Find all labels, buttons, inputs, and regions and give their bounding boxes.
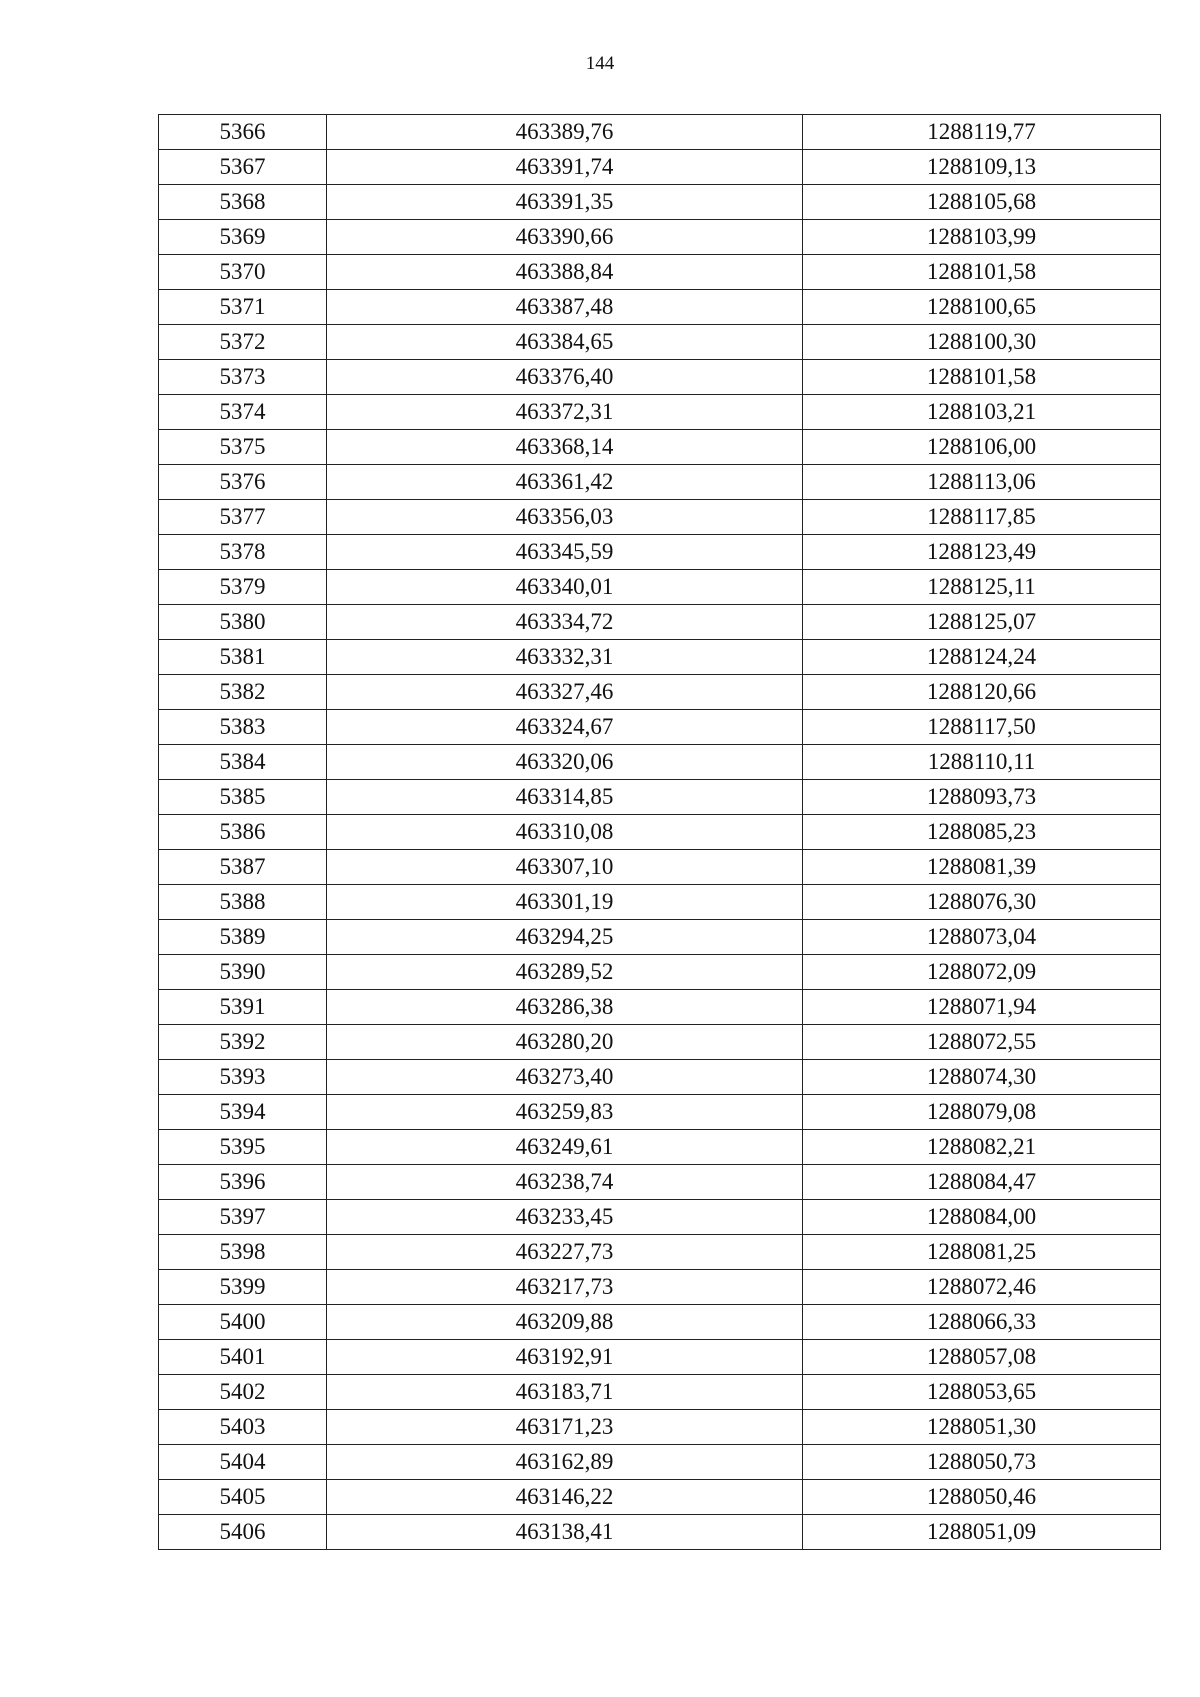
table-row — [159, 1515, 1161, 1550]
y-coordinate-cell: 1288103,99 — [803, 220, 1161, 255]
point-number-cell: 5386 — [159, 815, 327, 850]
x-coordinate-cell: 463388,84 — [327, 255, 803, 290]
x-coordinate-cell: 463286,38 — [327, 990, 803, 1025]
table-row — [159, 500, 1161, 535]
point-number-cell: 5406 — [159, 1515, 327, 1550]
y-coordinate-cell: 1288093,73 — [803, 780, 1161, 815]
table-row — [159, 1025, 1161, 1060]
point-number-cell: 5369 — [159, 220, 327, 255]
point-number-cell: 5371 — [159, 290, 327, 325]
table-row — [159, 535, 1161, 570]
y-coordinate-cell: 1288117,50 — [803, 710, 1161, 745]
y-coordinate-cell: 1288050,46 — [803, 1480, 1161, 1515]
y-coordinate-cell: 1288106,00 — [803, 430, 1161, 465]
table-row — [159, 220, 1161, 255]
point-number-cell: 5388 — [159, 885, 327, 920]
y-coordinate-cell: 1288066,33 — [803, 1305, 1161, 1340]
table-row — [159, 1340, 1161, 1375]
point-number-cell: 5402 — [159, 1375, 327, 1410]
y-coordinate-cell: 1288081,25 — [803, 1235, 1161, 1270]
table-row — [159, 150, 1161, 185]
x-coordinate-cell: 463387,48 — [327, 290, 803, 325]
y-coordinate-cell: 1288084,47 — [803, 1165, 1161, 1200]
x-coordinate-cell: 463368,14 — [327, 430, 803, 465]
y-coordinate-cell: 1288072,46 — [803, 1270, 1161, 1305]
page-number: 144 — [585, 53, 615, 74]
y-coordinate-cell: 1288084,00 — [803, 1200, 1161, 1235]
point-number-cell: 5403 — [159, 1410, 327, 1445]
point-number-cell: 5378 — [159, 535, 327, 570]
point-number-cell: 5405 — [159, 1480, 327, 1515]
point-number-cell: 5381 — [159, 640, 327, 675]
table-row — [159, 1060, 1161, 1095]
y-coordinate-cell: 1288085,23 — [803, 815, 1161, 850]
point-number-cell: 5398 — [159, 1235, 327, 1270]
y-coordinate-cell: 1288072,09 — [803, 955, 1161, 990]
point-number-cell: 5383 — [159, 710, 327, 745]
y-coordinate-cell: 1288074,30 — [803, 1060, 1161, 1095]
point-number-cell: 5391 — [159, 990, 327, 1025]
x-coordinate-cell: 463162,89 — [327, 1445, 803, 1480]
table-row — [159, 1305, 1161, 1340]
point-number-cell: 5401 — [159, 1340, 327, 1375]
table-row — [159, 1410, 1161, 1445]
table-row — [159, 605, 1161, 640]
point-number-cell: 5392 — [159, 1025, 327, 1060]
point-number-cell: 5382 — [159, 675, 327, 710]
point-number-cell: 5374 — [159, 395, 327, 430]
y-coordinate-cell: 1288109,13 — [803, 150, 1161, 185]
y-coordinate-cell: 1288076,30 — [803, 885, 1161, 920]
y-coordinate-cell: 1288103,21 — [803, 395, 1161, 430]
x-coordinate-cell: 463320,06 — [327, 745, 803, 780]
point-number-cell: 5379 — [159, 570, 327, 605]
table-row — [159, 955, 1161, 990]
table-row — [159, 710, 1161, 745]
coordinates-table — [158, 114, 1161, 1550]
point-number-cell: 5368 — [159, 185, 327, 220]
y-coordinate-cell: 1288100,65 — [803, 290, 1161, 325]
point-number-cell: 5376 — [159, 465, 327, 500]
y-coordinate-cell: 1288119,77 — [803, 115, 1161, 150]
x-coordinate-cell: 463307,10 — [327, 850, 803, 885]
table-row — [159, 1480, 1161, 1515]
point-number-cell: 5373 — [159, 360, 327, 395]
y-coordinate-cell: 1288071,94 — [803, 990, 1161, 1025]
table-row — [159, 815, 1161, 850]
x-coordinate-cell: 463324,67 — [327, 710, 803, 745]
point-number-cell: 5367 — [159, 150, 327, 185]
point-number-cell: 5394 — [159, 1095, 327, 1130]
y-coordinate-cell: 1288123,49 — [803, 535, 1161, 570]
x-coordinate-cell: 463301,19 — [327, 885, 803, 920]
y-coordinate-cell: 1288051,30 — [803, 1410, 1161, 1445]
table-row — [159, 885, 1161, 920]
x-coordinate-cell: 463138,41 — [327, 1515, 803, 1550]
coordinates-table-body — [159, 115, 1161, 1550]
table-row — [159, 920, 1161, 955]
table-row — [159, 1165, 1161, 1200]
y-coordinate-cell: 1288050,73 — [803, 1445, 1161, 1480]
x-coordinate-cell: 463280,20 — [327, 1025, 803, 1060]
y-coordinate-cell: 1288120,66 — [803, 675, 1161, 710]
y-coordinate-cell: 1288079,08 — [803, 1095, 1161, 1130]
point-number-cell: 5372 — [159, 325, 327, 360]
point-number-cell: 5387 — [159, 850, 327, 885]
x-coordinate-cell: 463390,66 — [327, 220, 803, 255]
x-coordinate-cell: 463389,76 — [327, 115, 803, 150]
table-row — [159, 1375, 1161, 1410]
table-row — [159, 465, 1161, 500]
table-row — [159, 360, 1161, 395]
point-number-cell: 5396 — [159, 1165, 327, 1200]
x-coordinate-cell: 463334,72 — [327, 605, 803, 640]
point-number-cell: 5380 — [159, 605, 327, 640]
x-coordinate-cell: 463376,40 — [327, 360, 803, 395]
table-row — [159, 850, 1161, 885]
table-row — [159, 115, 1161, 150]
table-row — [159, 1095, 1161, 1130]
point-number-cell: 5385 — [159, 780, 327, 815]
x-coordinate-cell: 463183,71 — [327, 1375, 803, 1410]
x-coordinate-cell: 463327,46 — [327, 675, 803, 710]
point-number-cell: 5390 — [159, 955, 327, 990]
x-coordinate-cell: 463233,45 — [327, 1200, 803, 1235]
x-coordinate-cell: 463391,35 — [327, 185, 803, 220]
x-coordinate-cell: 463146,22 — [327, 1480, 803, 1515]
x-coordinate-cell: 463217,73 — [327, 1270, 803, 1305]
x-coordinate-cell: 463294,25 — [327, 920, 803, 955]
y-coordinate-cell: 1288051,09 — [803, 1515, 1161, 1550]
table-row — [159, 325, 1161, 360]
x-coordinate-cell: 463384,65 — [327, 325, 803, 360]
x-coordinate-cell: 463340,01 — [327, 570, 803, 605]
point-number-cell: 5375 — [159, 430, 327, 465]
y-coordinate-cell: 1288113,06 — [803, 465, 1161, 500]
y-coordinate-cell: 1288072,55 — [803, 1025, 1161, 1060]
table-row — [159, 1130, 1161, 1165]
point-number-cell: 5395 — [159, 1130, 327, 1165]
y-coordinate-cell: 1288125,11 — [803, 570, 1161, 605]
table-row — [159, 1270, 1161, 1305]
y-coordinate-cell: 1288073,04 — [803, 920, 1161, 955]
table-row — [159, 1200, 1161, 1235]
point-number-cell: 5389 — [159, 920, 327, 955]
point-number-cell: 5404 — [159, 1445, 327, 1480]
x-coordinate-cell: 463372,31 — [327, 395, 803, 430]
x-coordinate-cell: 463209,88 — [327, 1305, 803, 1340]
table-row — [159, 675, 1161, 710]
y-coordinate-cell: 1288101,58 — [803, 255, 1161, 290]
table-row — [159, 395, 1161, 430]
x-coordinate-cell: 463249,61 — [327, 1130, 803, 1165]
point-number-cell: 5397 — [159, 1200, 327, 1235]
x-coordinate-cell: 463310,08 — [327, 815, 803, 850]
x-coordinate-cell: 463391,74 — [327, 150, 803, 185]
point-number-cell: 5366 — [159, 115, 327, 150]
point-number-cell: 5377 — [159, 500, 327, 535]
y-coordinate-cell: 1288101,58 — [803, 360, 1161, 395]
point-number-cell: 5400 — [159, 1305, 327, 1340]
y-coordinate-cell: 1288125,07 — [803, 605, 1161, 640]
x-coordinate-cell: 463238,74 — [327, 1165, 803, 1200]
table-row — [159, 1235, 1161, 1270]
x-coordinate-cell: 463227,73 — [327, 1235, 803, 1270]
table-row — [159, 1445, 1161, 1480]
y-coordinate-cell: 1288100,30 — [803, 325, 1161, 360]
y-coordinate-cell: 1288124,24 — [803, 640, 1161, 675]
point-number-cell: 5370 — [159, 255, 327, 290]
table-row — [159, 780, 1161, 815]
y-coordinate-cell: 1288081,39 — [803, 850, 1161, 885]
table-row — [159, 640, 1161, 675]
table-row — [159, 290, 1161, 325]
y-coordinate-cell: 1288110,11 — [803, 745, 1161, 780]
x-coordinate-cell: 463332,31 — [327, 640, 803, 675]
x-coordinate-cell: 463171,23 — [327, 1410, 803, 1445]
y-coordinate-cell: 1288105,68 — [803, 185, 1161, 220]
x-coordinate-cell: 463259,83 — [327, 1095, 803, 1130]
x-coordinate-cell: 463356,03 — [327, 500, 803, 535]
point-number-cell: 5393 — [159, 1060, 327, 1095]
x-coordinate-cell: 463273,40 — [327, 1060, 803, 1095]
table-row — [159, 745, 1161, 780]
x-coordinate-cell: 463192,91 — [327, 1340, 803, 1375]
y-coordinate-cell: 1288057,08 — [803, 1340, 1161, 1375]
table-row — [159, 430, 1161, 465]
y-coordinate-cell: 1288082,21 — [803, 1130, 1161, 1165]
table-row — [159, 185, 1161, 220]
x-coordinate-cell: 463289,52 — [327, 955, 803, 990]
x-coordinate-cell: 463345,59 — [327, 535, 803, 570]
table-row — [159, 990, 1161, 1025]
y-coordinate-cell: 1288117,85 — [803, 500, 1161, 535]
y-coordinate-cell: 1288053,65 — [803, 1375, 1161, 1410]
point-number-cell: 5399 — [159, 1270, 327, 1305]
x-coordinate-cell: 463361,42 — [327, 465, 803, 500]
point-number-cell: 5384 — [159, 745, 327, 780]
x-coordinate-cell: 463314,85 — [327, 780, 803, 815]
table-row — [159, 255, 1161, 290]
table-row — [159, 570, 1161, 605]
